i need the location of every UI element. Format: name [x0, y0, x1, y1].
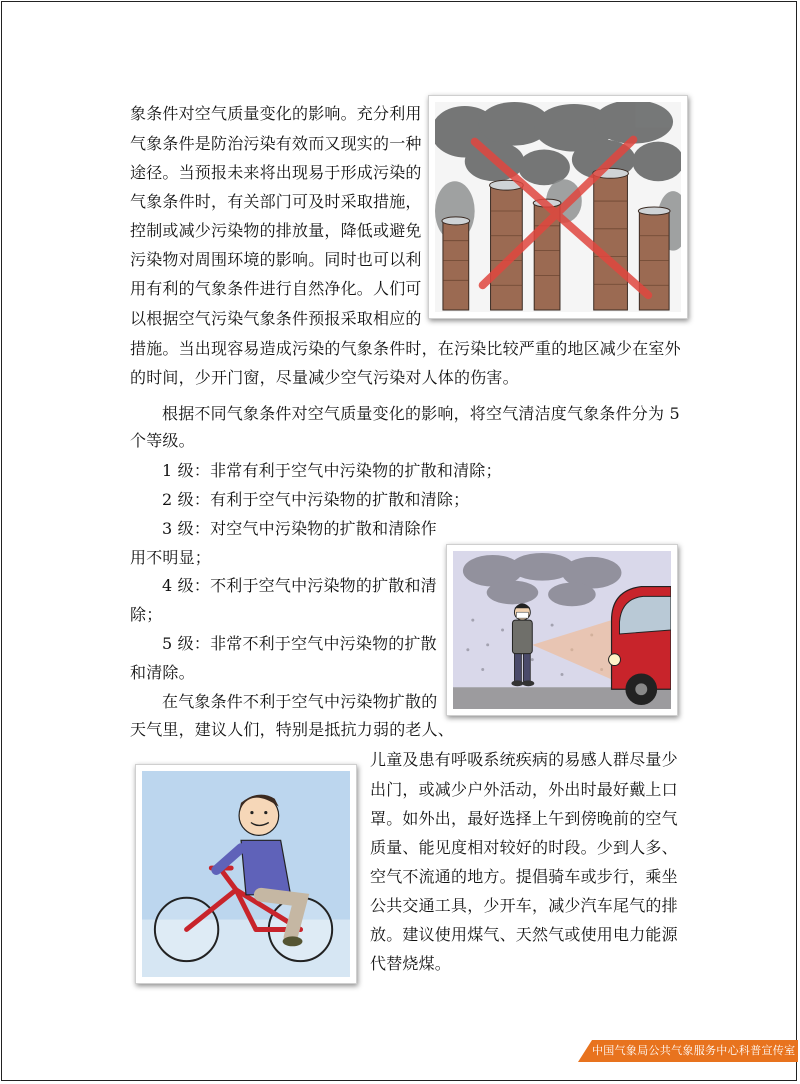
paragraph-line: 污染物对周围环境的影响。同时也可以利 [130, 250, 422, 269]
paragraph-line: 空气不流通的地方。提倡骑车或步行，乘坐 [370, 867, 678, 886]
level-item-5: 5 级：非常不利于空气中污染物的扩散 [162, 634, 437, 653]
level-item-4: 4 级：不利于空气中污染物的扩散和清 [162, 576, 437, 595]
paragraph-line: 出门，或减少户外活动，外出时最好戴上口 [370, 780, 678, 799]
paragraph-line: 质量、能见度相对较好的时段。少到人多、 [370, 838, 678, 857]
paragraph-line: 放。建议使用煤气、天然气或使用电力能源 [370, 925, 678, 944]
level-item-4-cont: 除； [130, 605, 163, 624]
paragraph-line: 天气里，建议人们，特别是抵抗力弱的老人、 [130, 720, 455, 739]
paragraph-line: 个等级。 [130, 431, 195, 450]
level-item-5-cont: 和清除。 [130, 663, 195, 682]
paragraph-line: 控制或减少污染物的排放量，降低或避免 [130, 221, 422, 240]
cyclist-illustration [135, 764, 357, 984]
paragraph-line: 以根据空气污染气象条件预报采取相应的 [130, 309, 422, 328]
paragraph-line: 气象条件是防治污染有效而又现实的一种 [130, 134, 422, 153]
paragraph-line: 措施。当出现容易造成污染的气象条件时，在污染比较严重的地区减少在室外 [130, 339, 681, 358]
paragraph-line: 途径。当预报未来将出现易于形成污染的 [130, 163, 422, 182]
footer-org-label: 中国气象局公共气象服务中心科普宣传室 [592, 1044, 796, 1057]
paragraph-line: 公共交通工具，少开车，减少汽车尾气的排 [370, 896, 678, 915]
paragraph-line: 象条件对空气质量变化的影响。充分利用 [130, 104, 422, 123]
paragraph-line: 儿童及患有呼吸系统疾病的易感人群尽量少 [370, 750, 678, 769]
level-item-3-cont: 用不明显； [130, 548, 212, 567]
paragraph-line: 在气象条件不利于空气中污染物扩散的 [162, 692, 438, 711]
paragraph-line: 用有利的气象条件进行自然净化。人们可 [130, 279, 422, 298]
paragraph-line: 的时间，少开门窗，尽量减少空气污染对人体的伤害。 [130, 368, 519, 387]
chimney-pollution-illustration [428, 95, 688, 319]
level-item-3: 3 级：对空气中污染物的扩散和清除作 [162, 519, 437, 538]
level-item-2: 2 级：有利于空气中污染物的扩散和清除； [162, 490, 470, 509]
masked-pedestrian-smog-illustration [446, 544, 678, 716]
paragraph-line: 气象条件时，有关部门可及时采取措施， [130, 192, 422, 211]
paragraph-line: 代替烧煤。 [370, 954, 452, 973]
level-item-1: 1 级：非常有利于空气中污染物的扩散和清除； [162, 461, 502, 480]
paragraph-line: 根据不同气象条件对空气质量变化的影响，将空气清洁度气象条件分为 5 [162, 404, 680, 423]
paragraph-line: 罩。如外出，最好选择上午到傍晚前的空气 [370, 809, 678, 828]
